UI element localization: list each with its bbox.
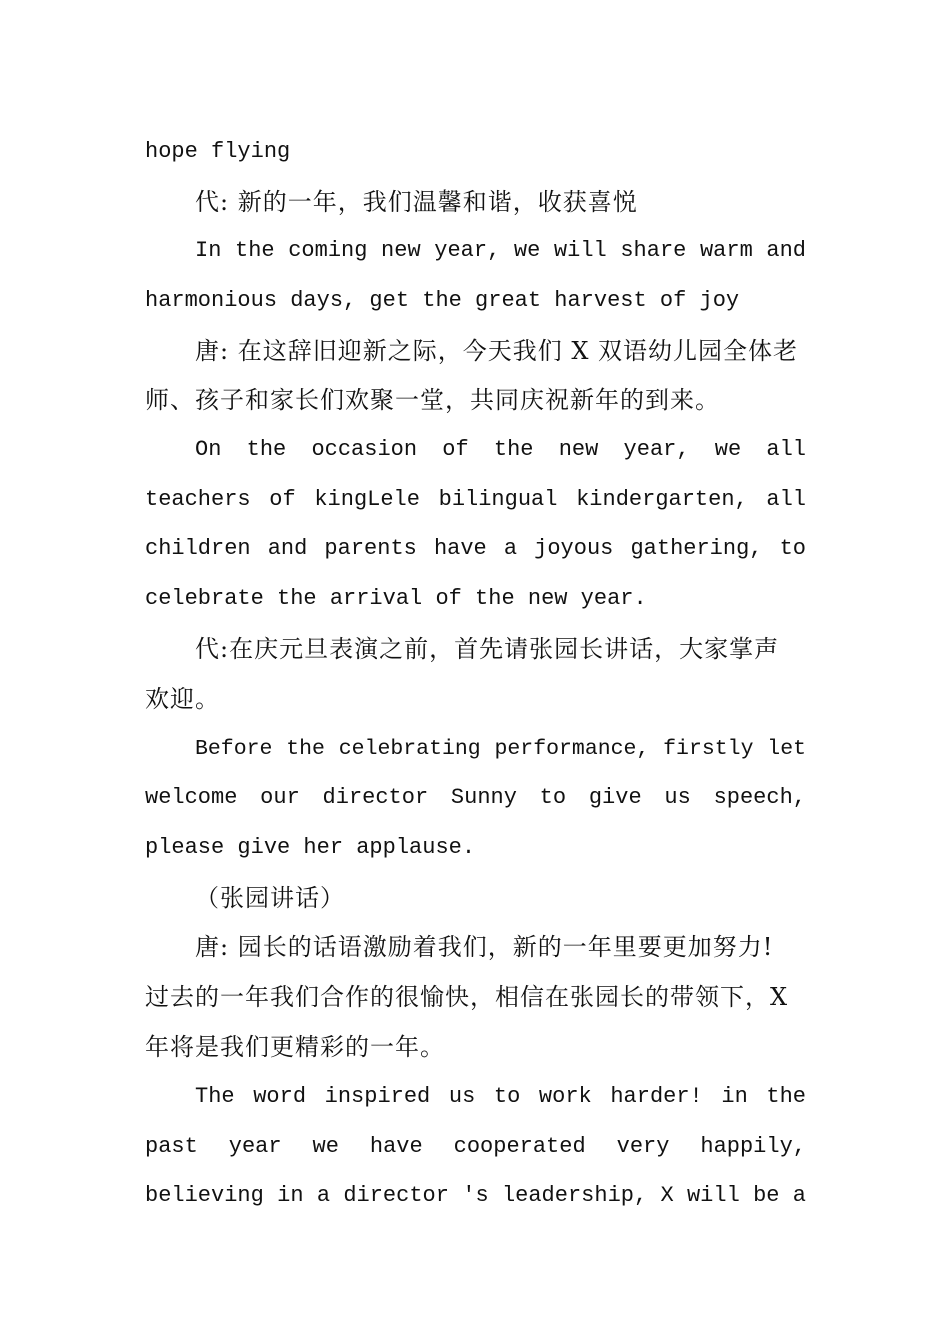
text-line: past year we have cooperated very happily, [145,1134,806,1159]
text-line: please give her applause. [145,835,476,860]
text-line: Before the celebrating performance, firstly let [195,737,806,761]
text-line: welcome our director Sunny to give us speech, [145,785,806,810]
text-line: 师、孩子和家长们欢聚一堂，共同庆祝新年的到来。 [145,386,720,414]
text-line: 唐: 在这辞旧迎新之际，今天我们 X 双语幼儿园全体老 [195,337,799,365]
text-line: believing in a director 's leadership, X will be a [145,1183,806,1208]
text-line: 代:在庆元旦表演之前，首先请张园长讲话，大家掌声 [195,635,780,663]
text-line: children and parents have a joyous gathering, to [145,536,806,561]
text-line: harmonious days, get the great harvest of joy [145,288,740,313]
text-line: teachers of kingLele bilingual kindergarten, all [145,487,806,512]
text-line: On the occasion of the new year, we all [195,437,806,462]
text-line: 欢迎。 [145,685,220,713]
text-line: 代: 新的一年，我们温馨和谐，收获喜悦 [195,188,638,216]
text-line: celebrate the arrival of the new year. [145,586,647,611]
text-line: 唐: 园长的话语激励着我们，新的一年里要更加努力! [195,933,774,961]
text-line: （张园讲话） [195,884,345,912]
text-line: hope flying [145,139,291,164]
text-line: 过去的一年我们合作的很愉快，相信在张园长的带领下，X [145,983,789,1011]
text-line: In the coming new year, we will share warm and [195,238,806,263]
text-line: The word inspired us to work harder! in the [195,1084,806,1109]
text-line: 年将是我们更精彩的一年。 [145,1033,445,1061]
